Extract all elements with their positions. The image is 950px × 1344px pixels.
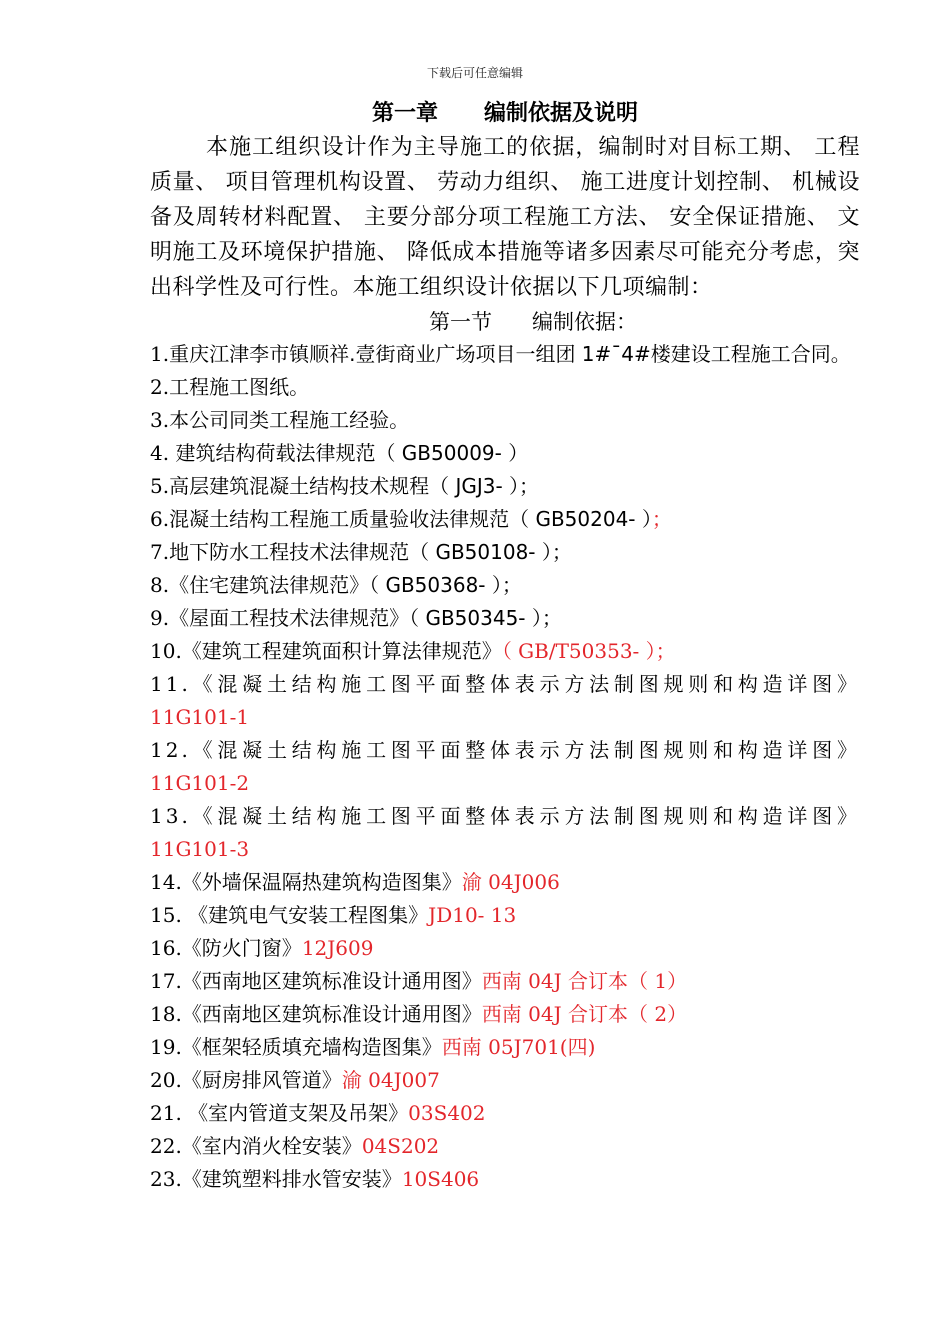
- item-number: 20.: [150, 1068, 182, 1092]
- item-ref: 西南 04J 合订本（ 2）: [481, 1002, 688, 1026]
- item-number: 4.: [150, 441, 170, 465]
- list-item: [150, 536, 860, 569]
- item-number: 15.: [150, 903, 182, 927]
- section-title: 第一节 编制依据：: [428, 310, 638, 334]
- item-ref: 渝 04J007: [341, 1068, 440, 1092]
- list-item: [150, 866, 860, 899]
- item-number: 23.: [150, 1167, 182, 1191]
- item-ref: 04S202: [361, 1134, 440, 1158]
- item-number: 1.: [150, 342, 170, 366]
- item-text: 《混凝土结构施工图平面整体表示方法制图规则和构造详图》: [190, 804, 860, 828]
- item-text: 《西南地区建筑标准设计通用图》: [181, 969, 482, 993]
- list-item: [150, 470, 860, 503]
- item-text: 《防火门窗》: [181, 936, 302, 960]
- list-item: [150, 1130, 860, 1163]
- item-number: 5.: [150, 474, 170, 498]
- item-text: 《建筑电气安装工程图集》: [181, 903, 429, 927]
- item-number: 6.: [150, 507, 170, 531]
- list-item: [150, 668, 860, 734]
- list-item: [150, 371, 860, 404]
- item-text: 《厨房排风管道》: [181, 1068, 342, 1092]
- list-item: [150, 899, 860, 932]
- list-item: [150, 998, 860, 1031]
- item-number: 7.: [150, 540, 170, 564]
- item-ref: 10S406: [401, 1167, 480, 1191]
- list-item: [150, 734, 860, 800]
- item-text: 《建筑塑料排水管安装》: [181, 1167, 402, 1191]
- item-number: 13.: [150, 804, 191, 828]
- item-ref: 12J609: [301, 936, 374, 960]
- chapter-title: 第一章 编制依据及说明: [372, 101, 638, 126]
- item-text: 高层建筑混凝土结构技术规程（ JGJ3- ）；: [169, 474, 540, 498]
- basis-list: [150, 338, 860, 1196]
- item-ref: 11G101-3: [150, 837, 250, 861]
- list-item: [150, 1163, 860, 1196]
- item-text: 《外墙保温隔热建筑构造图集》: [181, 870, 462, 894]
- item-ref: （ GB/T50353- ）；: [501, 639, 676, 663]
- list-item: [150, 503, 860, 536]
- item-number: 3.: [150, 408, 170, 432]
- item-ref: 11G101-1: [150, 705, 250, 729]
- list-item: [150, 1097, 860, 1130]
- list-item: [150, 1064, 860, 1097]
- item-ref: 11G101-2: [150, 771, 250, 795]
- list-item: [150, 602, 860, 635]
- item-number: 9.: [150, 606, 170, 630]
- item-text: 《混凝土结构施工图平面整体表示方法制图规则和构造详图》: [190, 738, 860, 762]
- header-note: 下载后可任意编辑: [426, 66, 523, 80]
- item-text: 《屋面工程技术法律规范》（ GB50345- ）；: [169, 606, 562, 630]
- item-text: 工程施工图纸。: [169, 375, 310, 399]
- item-text: 本公司同类工程施工经验。: [169, 408, 410, 432]
- item-text: 《混凝土结构施工图平面整体表示方法制图规则和构造详图》: [190, 672, 860, 696]
- item-number: 14.: [150, 870, 182, 894]
- item-number: 22.: [150, 1134, 182, 1158]
- item-text: 《建筑工程建筑面积计算法律规范》: [181, 639, 502, 663]
- list-item: [150, 569, 860, 602]
- item-text: 《住宅建筑法律规范》（ GB50368- ）；: [169, 573, 522, 597]
- item-number: 10.: [150, 639, 182, 663]
- item-number: 12.: [150, 738, 191, 762]
- item-ref: 西南 04J 合订本（ 1）: [481, 969, 688, 993]
- list-item: [150, 1031, 860, 1064]
- item-ref: 西南 05J701(四): [441, 1035, 596, 1059]
- list-item: [150, 635, 860, 668]
- list-item: [150, 932, 860, 965]
- item-ref: JD10- 13: [428, 903, 517, 927]
- item-text: 《室内消火栓安装》: [181, 1134, 362, 1158]
- item-text: 《西南地区建筑标准设计通用图》: [181, 1002, 482, 1026]
- intro-paragraph: 本施工组织设计作为主导施工的依据，编制时对目标工期、 工程质量、 项目管理机构设置、 劳动力组织、 施工进度计划控制、 机械设备及周转材料配置、 主要分部分项工程施工方法、 安全保证措施、 文明施工及环境保护措施、 降低成本措施等诸多因素尽可能充分考虑，突出科学性及可行性。本施工组织设计依据以下几项编制：: [150, 135, 860, 300]
- item-number: 18.: [150, 1002, 182, 1026]
- item-text: 《框架轻质填充墙构造图集》: [181, 1035, 442, 1059]
- list-item: [150, 404, 860, 437]
- list-item: [150, 800, 860, 866]
- item-number: 11.: [150, 672, 191, 696]
- item-ref: 03S402: [408, 1101, 486, 1125]
- item-number: 17.: [150, 969, 182, 993]
- item-text: 地下防水工程技术法律规范（ GB50108- ）；: [169, 540, 572, 564]
- item-ref: 渝 04J006: [461, 870, 560, 894]
- item-number: 21.: [150, 1101, 182, 1125]
- list-item: [150, 965, 860, 998]
- item-text: 混凝土结构工程施工质量验收法律规范（ GB50204- ）: [169, 507, 652, 531]
- item-number: 8.: [150, 573, 170, 597]
- item-number: 16.: [150, 936, 182, 960]
- item-ref: ；: [651, 507, 672, 531]
- item-number: 19.: [150, 1035, 182, 1059]
- item-text: 《室内管道支架及吊架》: [181, 1101, 409, 1125]
- list-item: [150, 338, 860, 371]
- item-text: 建筑结构荷载法律规范（ GB50009- ）: [169, 441, 529, 465]
- list-item: [150, 437, 860, 470]
- item-number: 2.: [150, 375, 170, 399]
- item-text: 重庆江津李市镇顺祥.壹街商业广场项目一组团 1#¯4#楼建设工程施工合同。: [169, 342, 851, 366]
